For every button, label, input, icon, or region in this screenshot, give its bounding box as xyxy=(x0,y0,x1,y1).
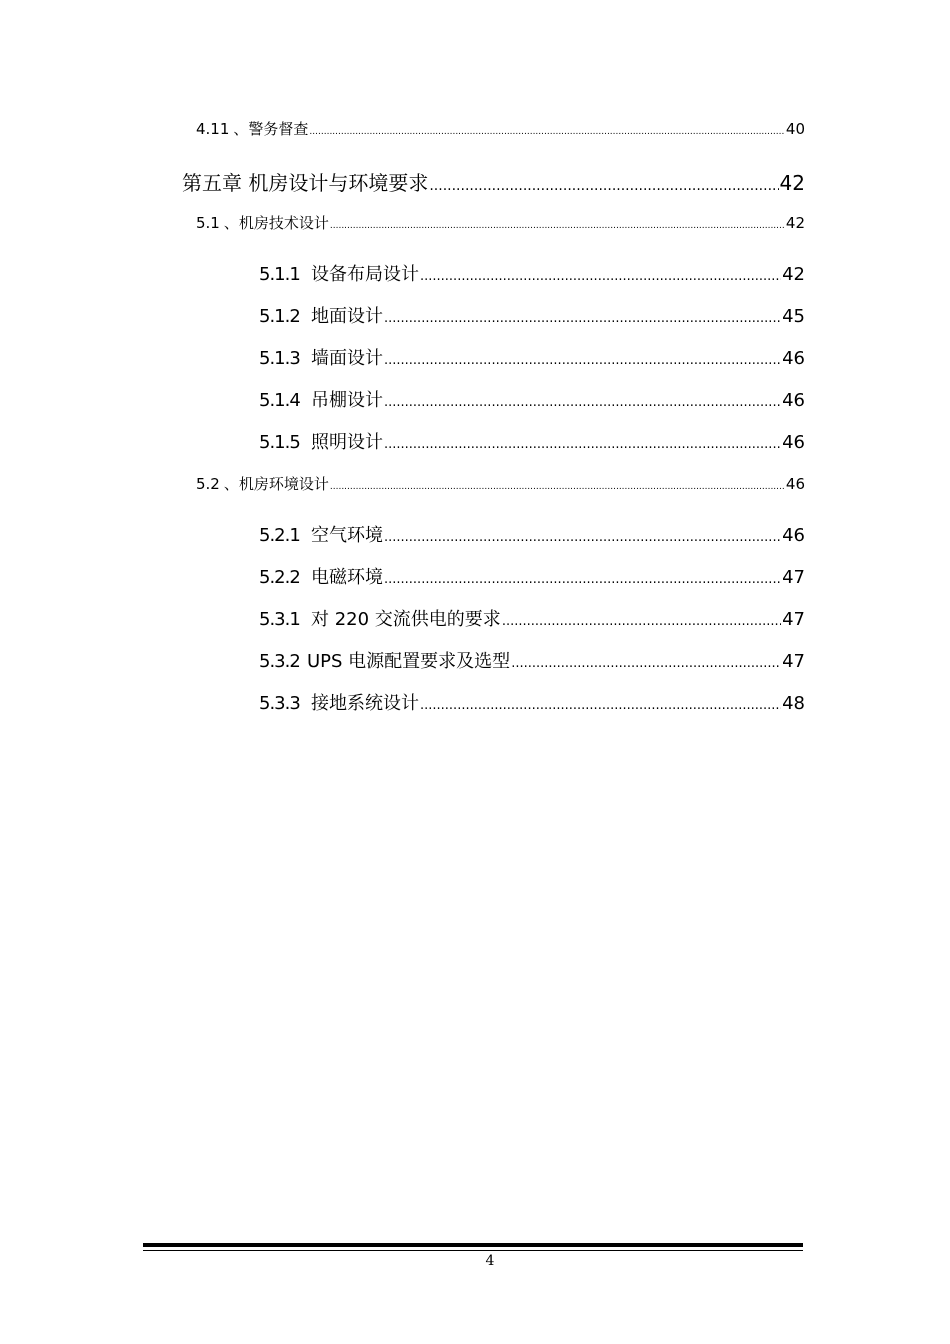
toc-entry-title: 吊棚设计 xyxy=(311,390,383,411)
toc-entry-page: 40 xyxy=(785,120,805,138)
toc-entry-title: 电磁环境 xyxy=(311,567,383,588)
toc-entry-page: 42 xyxy=(785,214,805,232)
toc-dot-leader xyxy=(384,530,781,545)
toc-entry-title: 、警务督查 xyxy=(233,120,309,138)
toc-entry-title: 第五章 机房设计与环境要求 xyxy=(182,171,429,195)
toc-entry-page: 46 xyxy=(785,475,805,493)
toc-dot-leader xyxy=(511,656,781,671)
toc-entry-title: 空气环境 xyxy=(311,525,383,546)
toc-dot-leader xyxy=(502,614,781,629)
toc-entry-5-2[interactable] xyxy=(196,473,805,494)
toc-dot-leader xyxy=(384,395,781,410)
toc-entry-number: 5.1.1 xyxy=(259,264,300,285)
toc-entry-page: 48 xyxy=(782,693,805,714)
toc-entry-page: 46 xyxy=(782,390,805,411)
toc-entry-page: 46 xyxy=(782,348,805,369)
toc-entry-chapter-5[interactable] xyxy=(182,167,805,196)
toc-entry-5-3-1[interactable] xyxy=(259,605,805,631)
toc-entry-page: 42 xyxy=(779,171,805,195)
toc-entry-5-2-1[interactable] xyxy=(259,521,805,547)
toc-entry-5-2-2[interactable] xyxy=(259,563,805,589)
toc-entry-number: 5.3.2 xyxy=(259,651,300,672)
toc-dot-leader xyxy=(420,698,781,713)
toc-entry-title: 照明设计 xyxy=(311,432,383,453)
toc-dot-leader xyxy=(330,482,785,492)
toc-entry-page: 47 xyxy=(782,651,805,672)
toc-entry-title: 、机房环境设计 xyxy=(223,475,329,493)
toc-entry-number: 5.3.1 xyxy=(259,609,300,630)
toc-entry-number: 4.11 xyxy=(196,120,230,138)
toc-entry-number: 5.2 xyxy=(196,475,220,493)
toc-entry-5-1-5[interactable] xyxy=(259,428,805,454)
toc-entry-5-3-2[interactable] xyxy=(259,647,805,673)
toc-entry-5-3-3[interactable] xyxy=(259,689,805,715)
toc-entry-number: 5.3.3 xyxy=(259,693,300,714)
toc-entry-number: 5.2.1 xyxy=(259,525,300,546)
toc-entry-page: 47 xyxy=(782,609,805,630)
toc-entry-number: 5.1.3 xyxy=(259,348,300,369)
toc-entry-title: 、机房技术设计 xyxy=(223,214,329,232)
toc-dot-leader xyxy=(384,353,781,368)
toc-entry-page: 45 xyxy=(782,306,805,327)
toc-entry-title: UPS 电源配置要求及选型 xyxy=(307,651,511,672)
toc-entry-number: 5.2.2 xyxy=(259,567,300,588)
toc-entry-title: 墙面设计 xyxy=(311,348,383,369)
toc-dot-leader xyxy=(309,127,784,137)
toc-entry-title: 接地系统设计 xyxy=(311,693,419,714)
page-number: 4 xyxy=(485,1253,495,1269)
toc-entry-page: 42 xyxy=(782,264,805,285)
toc-entry-5-1-4[interactable] xyxy=(259,386,805,412)
toc-entry-page: 46 xyxy=(782,432,805,453)
toc-entry-number: 5.1.4 xyxy=(259,390,300,411)
toc-entry-title: 设备布局设计 xyxy=(311,264,419,285)
toc-entry-number: 5.1.2 xyxy=(259,306,300,327)
toc-entry-number: 5.1.5 xyxy=(259,432,300,453)
toc-entry-5-1-1[interactable] xyxy=(259,260,805,286)
toc-entry-4-11[interactable] xyxy=(196,118,805,139)
toc-dot-leader xyxy=(384,311,781,326)
toc-dot-leader xyxy=(330,221,785,231)
toc-entry-title: 对 220 交流供电的要求 xyxy=(311,609,501,630)
toc-entry-page: 47 xyxy=(782,567,805,588)
toc-dot-leader xyxy=(384,437,781,452)
footer-rule-thin xyxy=(143,1250,803,1251)
toc-dot-leader xyxy=(384,572,781,587)
toc-dot-leader xyxy=(429,178,778,194)
toc-entry-5-1-3[interactable] xyxy=(259,344,805,370)
toc-entry-number: 5.1 xyxy=(196,214,220,232)
toc-entry-5-1-2[interactable] xyxy=(259,302,805,328)
footer-rule-thick xyxy=(143,1243,803,1247)
toc-entry-title: 地面设计 xyxy=(311,306,383,327)
toc-entry-5-1[interactable] xyxy=(196,212,805,233)
toc-dot-leader xyxy=(420,269,781,284)
toc-entry-page: 46 xyxy=(782,525,805,546)
